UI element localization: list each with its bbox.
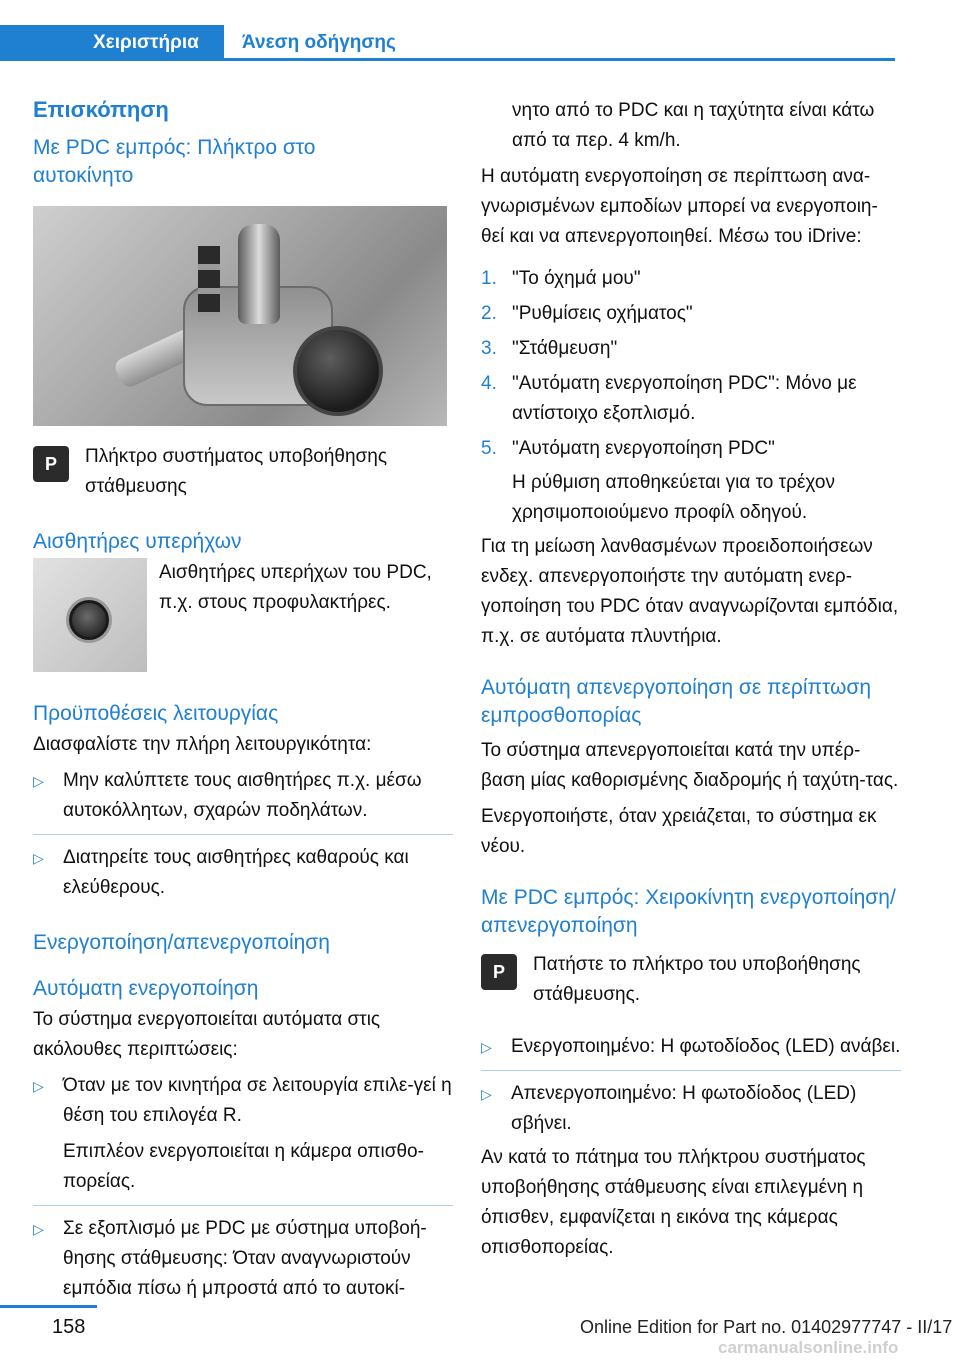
page-number: 158 [52, 1316, 86, 1338]
list-item: 5. "Αυτόματη ενεργοποίηση PDC" Η ρύθμιση αποθηκεύεται για το τρέχον χρησιμοποιούμενο προφίλ οδηγού. [481, 434, 901, 528]
list-item: 4. "Αυτόματη ενεργοποίηση PDC": Μόνο με αντίστοιχο εξοπλισμό. [481, 373, 857, 424]
triangle-bullet-icon: ▷ [33, 773, 44, 789]
triangle-bullet-icon: ▷ [33, 1221, 44, 1237]
sensors-text: Αισθητήρες υπερήχων του PDC, π.χ. στους προφυλακτήρες. [159, 562, 432, 613]
heading-overview: Επισκόπηση [33, 97, 169, 122]
heading-pdc-button: Με PDC εμπρός: Πλήκτρο στο αυτοκίνητο [33, 136, 316, 187]
heading-ultrasonic-sensors: Αισθητήρες υπερήχων [33, 530, 242, 553]
tab-driving-comfort[interactable]: Άνεση οδήγησης [242, 32, 396, 53]
warning-text: Για τη μείωση λανθασμένων προειδοποιήσεων ενδεχ. απενεργοποιήστε την αυτόματη ενερ‐γοποίηση του PDC όταν αναγνωρίζονται εμπόδια, π.χ. σε αυτόματα πλυντήρια. [481, 536, 899, 647]
manual-list [481, 1032, 901, 1139]
prerequisites-text: Διασφαλίστε την πλήρη λειτουργικότητα: [33, 734, 372, 755]
reactivate-text: Ενεργοποιήστε, όταν χρειάζεται, το σύστημα εκ νέου. [481, 806, 877, 857]
triangle-bullet-icon: ▷ [33, 1078, 44, 1094]
list-item: ▷ Απενεργοποιημένο: Η φωτοδίοδος (LED) σβήνει. [481, 1079, 901, 1139]
step5-extra: Η ρύθμιση αποθηκεύεται για το τρέχον χρησιμοποιούμενο προφίλ οδηγού. [512, 472, 835, 523]
list-item: ▷ Σε εξοπλισμό με PDC με σύστημα υποβοή‐θησης στάθμευσης: Όταν αναγνωριστούν εμπόδια πίσω ή μπροστά από το αυτοκί‐ [33, 1214, 453, 1304]
continuation-text: νητο από το PDC και η ταχύτητα είναι κάτω από τα περ. 4 km/h. [512, 100, 875, 151]
prerequisites-list [33, 766, 453, 903]
camera-text: Αν κατά το πάτημα του πλήκτρου συστήματος υποβοήθησης στάθμευσης είναι επιλεγμένη η όπισθεν, εμφανίζεται η εικόνα της κάμερας οπισθοπορείας. [481, 1147, 866, 1258]
manual-text: Πατήστε το πλήκτρο του υποβοήθησης στάθμευσης. [533, 954, 861, 1005]
triangle-bullet-icon: ▷ [33, 850, 44, 866]
heading-manual-activation: Με PDC εμπρός: Χειροκίνητη ενεργοποίηση/απενεργοποίηση [481, 886, 896, 937]
list-item: ▷ Μην καλύπτετε τους αισθητήρες π.χ. μέσω αυτοκόλλητων, σχαρών ποδηλάτων. [33, 766, 453, 826]
parking-assist-icon: P [33, 446, 69, 482]
sep [481, 1070, 901, 1071]
list-item: 1. "Το όχημά μου" [481, 268, 641, 289]
heading-activation: Ενεργοποίηση/απενεργοποίηση [33, 931, 330, 954]
caption-parking-button: Πλήκτρο συστήματος υποβοήθησης στάθμευσης [85, 446, 387, 497]
triangle-bullet-icon: ▷ [481, 1086, 492, 1102]
auto-item-extra: Επιπλέον ενεργοποιείται η κάμερα οπισθο‐πορείας. [63, 1141, 424, 1192]
idrive-steps [481, 264, 901, 528]
list-item: ▷ Ενεργοποιημένο: Η φωτοδίοδος (LED) ανάβει. [481, 1032, 901, 1062]
footer-accent-line [0, 1305, 97, 1308]
button-caption-row [33, 442, 453, 502]
list-item: ▷ Διατηρείτε τους αισθητήρες καθαρούς και ελεύθερους. [33, 843, 453, 903]
triangle-bullet-icon: ▷ [481, 1039, 492, 1055]
left-column [33, 96, 453, 1304]
heading-auto-deactivation: Αυτόματη απενεργοποίηση σε περίπτωση εμπροσθοπορίας [481, 676, 872, 727]
sensor-row [33, 558, 453, 672]
heading-auto-activation: Αυτόματη ενεργοποίηση [33, 977, 259, 1000]
sep [33, 1205, 453, 1206]
auto-activation-list [33, 1071, 453, 1304]
watermark: carmanualsonline.info [718, 1338, 899, 1357]
tab-controls[interactable]: Χειριστήρια [0, 25, 224, 61]
obstacle-activation-text: Η αυτόματη ενεργοποίηση σε περίπτωση ανα‐γνωρισμένων εμποδίων μπορεί να ενεργοποιη‐θεί και να απενεργοποιηθεί. Μέσω του iDrive: [481, 166, 878, 247]
console-photo [33, 206, 447, 426]
sep [33, 834, 453, 835]
header-bar [0, 25, 895, 61]
auto-activation-text: Το σύστημα ενεργοποιείται αυτόματα στις ακόλουθες περιπτώσεις: [33, 1009, 381, 1060]
sensor-photo [33, 558, 147, 672]
auto-deactivation-text: Το σύστημα απενεργοποιείται κατά την υπέρ‐βαση μίας καθορισμένης διαδρομής ή ταχύτη‐τας. [481, 740, 899, 791]
heading-prerequisites: Προϋποθέσεις λειτουργίας [33, 702, 279, 725]
edition-text: Online Edition for Part no. 01402977747 - II/17 [580, 1317, 953, 1337]
list-item: 3. "Στάθμευση" [481, 338, 618, 359]
manual-row [481, 950, 901, 1010]
right-column [481, 96, 901, 1263]
parking-assist-icon: P [481, 954, 517, 990]
list-item: ▷ Όταν με τον κινητήρα σε λειτουργία επιλε‐γεί η θέση του επιλογέα R. Επιπλέον ενεργοποιείται η κάμερα οπισθο‐πορείας. [33, 1071, 453, 1197]
list-item: 2. "Ρυθμίσεις οχήματος" [481, 303, 693, 324]
